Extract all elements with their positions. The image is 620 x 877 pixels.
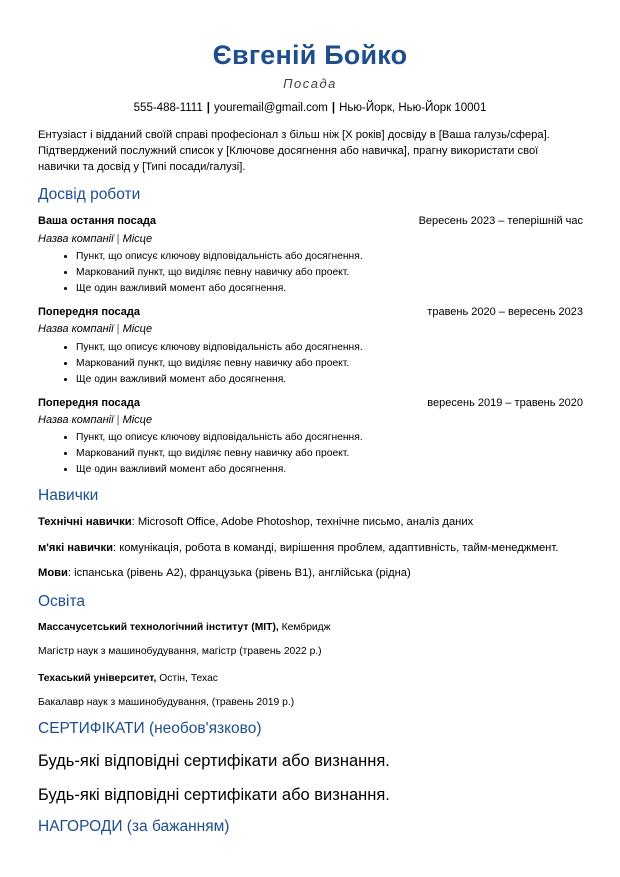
skills-heading: Навички [38,487,99,504]
education-school [38,673,218,684]
skill-label: м'які навички [38,542,113,554]
separator: | [206,102,210,114]
position-title: Посада [283,76,337,91]
email: youremail@gmail.com [213,102,328,114]
candidate-name: Євгеній Бойко [212,40,408,70]
skill-label: Технічні навички [38,516,132,528]
list-item: • Пункт, що описує ключову відповідальність або досягнення. [76,340,363,356]
job-bullets [38,249,363,297]
location: Нью-Йорк, Нью-Йорк 10001 [339,102,487,114]
skill-line [38,516,473,528]
skill-line [38,542,558,554]
certificates-heading: СЕРТИФІКАТИ (необов'язково) [38,720,262,737]
company-place: Місце [122,414,153,426]
contact-line [0,102,620,114]
job-title: Попередня посада [38,306,141,318]
summary-text: Ентузіаст і відданий своїй справі професіонал з більш ніж [X років] досвіду в [Ваша галузь/сфера]. Підтверджений послужний список у [Ключове досягнення або навичка], прагну використати свої навички та досвід у [Типі посади/галузі]. [38,129,550,173]
separator: | [331,102,336,114]
separator: | [116,233,120,245]
skill-value: : іспанська (рівень A2), французька (рівень B1), англійська (рідна) [67,567,411,579]
education-heading: Освіта [38,593,86,610]
skill-value: : комунікація, робота в команді, вирішення проблем, адаптивність, тайм-менеджмент. [113,542,559,554]
company-line [38,323,152,335]
job-title: Ваша остання посада [38,215,157,227]
skill-line [38,567,411,579]
education-degree: Бакалавр наук з машинобудування, (травень 2019 р.) [38,697,295,708]
job-dates: Вересень 2023 – теперішній час [418,215,583,227]
job-title: Попередня посада [38,397,141,409]
school-city: Остін, Техас [156,673,218,684]
school-name: Техаський університет, [38,673,157,684]
company-line [38,233,152,245]
list-item: • Пункт, що описує ключову відповідальність або досягнення. [76,430,363,446]
list-item: • Ще один важливий момент або досягнення. [76,372,363,388]
list-item: • Ще один важливий момент або досягнення. [76,462,363,478]
awards-heading: НАГОРОДИ (за бажанням) [38,818,230,835]
certificate-line: Будь-які відповідні сертифікати або визнання. [38,752,390,770]
company-line [38,414,152,426]
company-place: Місце [122,323,153,335]
separator: | [116,414,120,426]
education-school [38,622,331,633]
job-bullets [38,340,363,388]
list-item: • Маркований пункт, що виділяє певну навичку або проект. [76,265,363,281]
job-dates: травень 2020 – вересень 2023 [427,306,583,318]
list-item: • Пункт, що описує ключову відповідальність або досягнення. [76,249,363,265]
phone: 555-488-1111 [133,102,203,114]
school-city: Кембридж [278,622,331,633]
job-dates: вересень 2019 – травень 2020 [427,397,583,409]
certificate-line: Будь-які відповідні сертифікати або визнання. [38,786,390,804]
skill-value: : Microsoft Office, Adobe Photoshop, технічне письмо, аналіз даних [131,516,474,528]
skill-label: Мови [38,567,68,579]
school-name: Массачусетський технологічний інститут (MIT), [38,622,279,633]
company-name: Назва компанії [38,323,114,335]
company-place: Місце [122,233,153,245]
experience-heading: Досвід роботи [38,186,141,203]
company-name: Назва компанії [38,233,114,245]
job-bullets [38,430,363,478]
company-name: Назва компанії [38,414,114,426]
education-degree: Магістр наук з машинобудування, магістр (травень 2022 р.) [38,646,322,657]
separator: | [116,323,120,335]
list-item: • Маркований пункт, що виділяє певну навичку або проект. [76,446,363,462]
list-item: • Маркований пункт, що виділяє певну навичку або проект. [76,356,363,372]
list-item: • Ще один важливий момент або досягнення. [76,281,363,297]
